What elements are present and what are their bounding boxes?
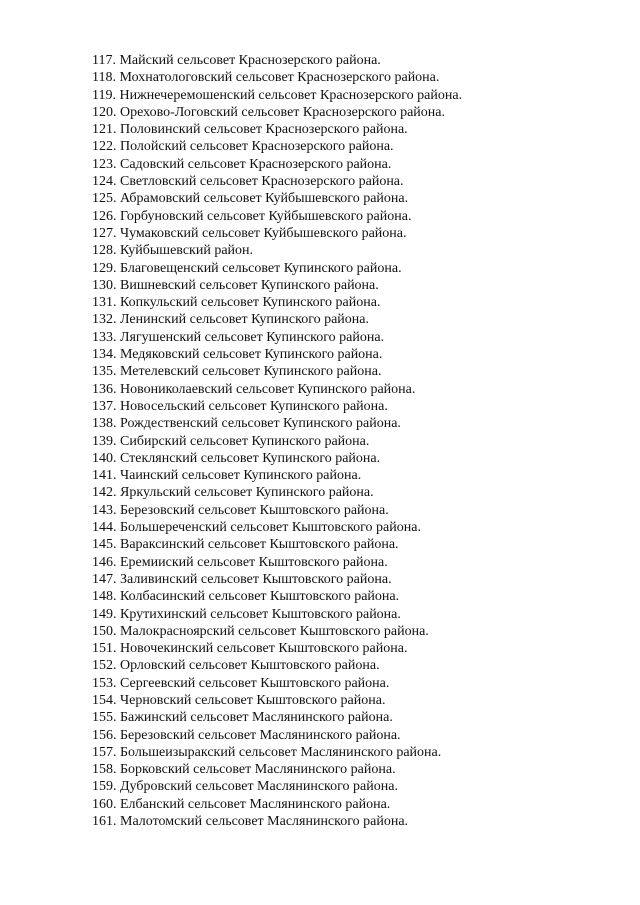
list-item-number: 119. <box>92 87 116 103</box>
list-item-text: Садовский сельсовет Краснозерского района. <box>120 156 392 172</box>
list-item-text: Яркульский сельсовет Купинского района. <box>120 485 374 501</box>
list-item-number: 132. <box>92 312 117 328</box>
list-item <box>92 606 462 623</box>
list-item <box>92 242 462 259</box>
list-item-number: 159. <box>92 779 117 795</box>
list-item <box>92 709 462 726</box>
list-item-text: Вараксинский сельсовет Кыштовского района. <box>120 537 399 553</box>
list-item-text: Еремииский сельсовет Кыштовского района. <box>120 554 388 570</box>
list-item-text: Светловский сельсовет Краснозерского района. <box>120 174 404 190</box>
list-item-text: Рождественский сельсовет Купинского района. <box>120 416 401 432</box>
list-item-number: 118. <box>92 70 116 86</box>
list-item-number: 144. <box>92 520 117 536</box>
list-item-text: Орловский сельсовет Кыштовского района. <box>120 658 380 674</box>
list-item <box>92 536 462 553</box>
list-item-number: 154. <box>92 692 117 708</box>
list-item-number: 160. <box>92 796 117 812</box>
list-item <box>92 363 462 380</box>
list-item-text: Березовский сельсовет Кыштовского района. <box>120 502 389 518</box>
list-item-number: 149. <box>92 606 117 622</box>
list-item <box>92 415 462 432</box>
list-item-number: 156. <box>92 727 117 743</box>
list-item <box>92 519 462 536</box>
list-item <box>92 484 462 501</box>
list-item <box>92 450 462 467</box>
list-item <box>92 225 462 242</box>
list-item-number: 122. <box>92 139 117 155</box>
list-item-number: 125. <box>92 191 117 207</box>
list-item-number: 127. <box>92 225 117 241</box>
list-item <box>92 190 462 207</box>
list-item-text: Новочекинский сельсовет Кыштовского района. <box>120 641 408 657</box>
list-item <box>92 727 462 744</box>
list-item-text: Мохнатологовский сельсовет Краснозерского района. <box>119 70 440 86</box>
list-item <box>92 277 462 294</box>
list-item-text: Малотомский сельсовет Маслянинского района. <box>120 814 409 830</box>
list-item-number: 155. <box>92 710 117 726</box>
list-item <box>92 796 462 813</box>
list-item <box>92 813 462 830</box>
list-item-number: 148. <box>92 589 117 605</box>
list-item-text: Сергеевский сельсовет Кыштовского района. <box>120 675 390 691</box>
list-item-text: Метелевский сельсовет Купинского района. <box>120 364 382 380</box>
list-item <box>92 554 462 571</box>
list-item-number: 140. <box>92 450 117 466</box>
list-item-text: Орехово-Логовский сельсовет Краснозерского района. <box>120 104 446 120</box>
list-item <box>92 467 462 484</box>
list-item-text: Медяковский сельсовет Купинского района. <box>120 347 383 363</box>
list-item-text: Чаинский сельсовет Купинского района. <box>120 468 362 484</box>
list-item-text: Горбуновский сельсовет Куйбышевского района. <box>120 208 412 224</box>
list-item <box>92 571 462 588</box>
list-item <box>92 381 462 398</box>
list-item <box>92 588 462 605</box>
list-item-text: Заливинский сельсовет Кыштовского района. <box>120 571 392 587</box>
list-item <box>92 761 462 778</box>
list-item-number: 150. <box>92 623 117 639</box>
list-item <box>92 692 462 709</box>
list-item-number: 117. <box>92 53 116 68</box>
list-item-text: Сибирский сельсовет Купинского района. <box>120 433 370 449</box>
list-item-text: Ленинский сельсовет Купинского района. <box>120 312 370 328</box>
list-item-text: Лягушенский сельсовет Купинского района. <box>120 329 385 345</box>
list-item-number: 138. <box>92 416 117 432</box>
list-item-number: 136. <box>92 381 117 397</box>
list-item <box>92 311 462 328</box>
list-item-text: Полойский сельсовет Краснозерского района. <box>120 139 394 155</box>
list-item-number: 147. <box>92 571 117 587</box>
list-item <box>92 294 462 311</box>
list-item-number: 134. <box>92 347 117 363</box>
list-item-text: Чумаковский сельсовет Куйбышевского района. <box>120 225 407 241</box>
list-item <box>92 502 462 519</box>
list-item <box>92 329 462 346</box>
list-item <box>92 346 462 363</box>
list-item-number: 131. <box>92 295 117 311</box>
list-item-text: Колбасинский сельсовет Кыштовского района. <box>120 589 400 605</box>
list-item <box>92 87 462 104</box>
list-item-number: 128. <box>92 243 117 259</box>
list-item <box>92 260 462 277</box>
list-item <box>92 433 462 450</box>
list-item-text: Нижнечеремошенский сельсовет Краснозерского района. <box>119 87 463 103</box>
list-item-text: Черновский сельсовет Кыштовского района. <box>120 692 386 708</box>
list-item-text: Большереченский сельсовет Кыштовского района. <box>120 520 421 536</box>
list-item-number: 153. <box>92 675 117 691</box>
list-item-number: 129. <box>92 260 117 276</box>
list-item-number: 146. <box>92 554 117 570</box>
list-item <box>92 173 462 190</box>
list-item-text: Бажинский сельсовет Маслянинского района. <box>120 710 393 726</box>
list-item-text: Абрамовский сельсовет Куйбышевского района. <box>120 191 409 207</box>
list-item-text: Новосельский сельсовет Купинского района. <box>120 398 388 414</box>
list-item-number: 130. <box>92 277 117 293</box>
list-item-number: 124. <box>92 174 117 190</box>
list-item-number: 141. <box>92 468 117 484</box>
list-item <box>92 138 462 155</box>
list-item-number: 123. <box>92 156 117 172</box>
list-item-text: Елбанский сельсовет Маслянинского района. <box>120 796 391 812</box>
list-item <box>92 675 462 692</box>
list-item-text: Вишневский сельсовет Купинского района. <box>120 277 379 293</box>
list-item <box>92 640 462 657</box>
list-item-number: 120. <box>92 104 117 120</box>
list-item <box>92 156 462 173</box>
list-item-text: Половинский сельсовет Краснозерского района. <box>120 122 408 138</box>
list-item-number: 121. <box>92 122 117 138</box>
list-item-text: Копкульский сельсовет Купинского района. <box>120 295 381 311</box>
list-item-text: Малокрасноярский сельсовет Кыштовского района. <box>120 623 429 639</box>
list-item-number: 145. <box>92 537 117 553</box>
list-item-text: Благовещенский сельсовет Купинского района. <box>120 260 402 276</box>
list-item-text: Дубровский сельсовет Маслянинского района. <box>120 779 398 795</box>
numbered-list <box>92 52 462 830</box>
list-item <box>92 52 462 69</box>
list-item-number: 133. <box>92 329 117 345</box>
list-item <box>92 121 462 138</box>
list-item <box>92 398 462 415</box>
list-item <box>92 104 462 121</box>
list-item-number: 142. <box>92 485 117 501</box>
list-item-text: Стеклянский сельсовет Купинского района. <box>120 450 381 466</box>
list-item-number: 143. <box>92 502 117 518</box>
list-item-number: 161. <box>92 814 117 830</box>
list-item-number: 151. <box>92 641 117 657</box>
list-item-text: Большеизыракский сельсовет Маслянинского района. <box>120 744 442 760</box>
list-item-number: 137. <box>92 398 117 414</box>
list-item-number: 158. <box>92 762 117 778</box>
list-item-number: 126. <box>92 208 117 224</box>
list-item <box>92 778 462 795</box>
list-item-number: 135. <box>92 364 117 380</box>
list-item <box>92 657 462 674</box>
list-item-number: 139. <box>92 433 117 449</box>
list-item <box>92 208 462 225</box>
list-item-text: Майский сельсовет Краснозерского района. <box>119 53 381 68</box>
list-item <box>92 623 462 640</box>
list-item-text: Борковский сельсовет Маслянинского района. <box>120 762 396 778</box>
list-item-number: 157. <box>92 744 117 760</box>
list-item-text: Куйбышевский район. <box>120 243 254 259</box>
list-item-text: Крутихинский сельсовет Кыштовского района. <box>120 606 401 622</box>
list-item <box>92 69 462 86</box>
list-item <box>92 744 462 761</box>
list-item-number: 152. <box>92 658 117 674</box>
list-item-text: Березовский сельсовет Маслянинского района. <box>120 727 401 743</box>
list-item-text: Новониколаевский сельсовет Купинского района. <box>120 381 416 397</box>
